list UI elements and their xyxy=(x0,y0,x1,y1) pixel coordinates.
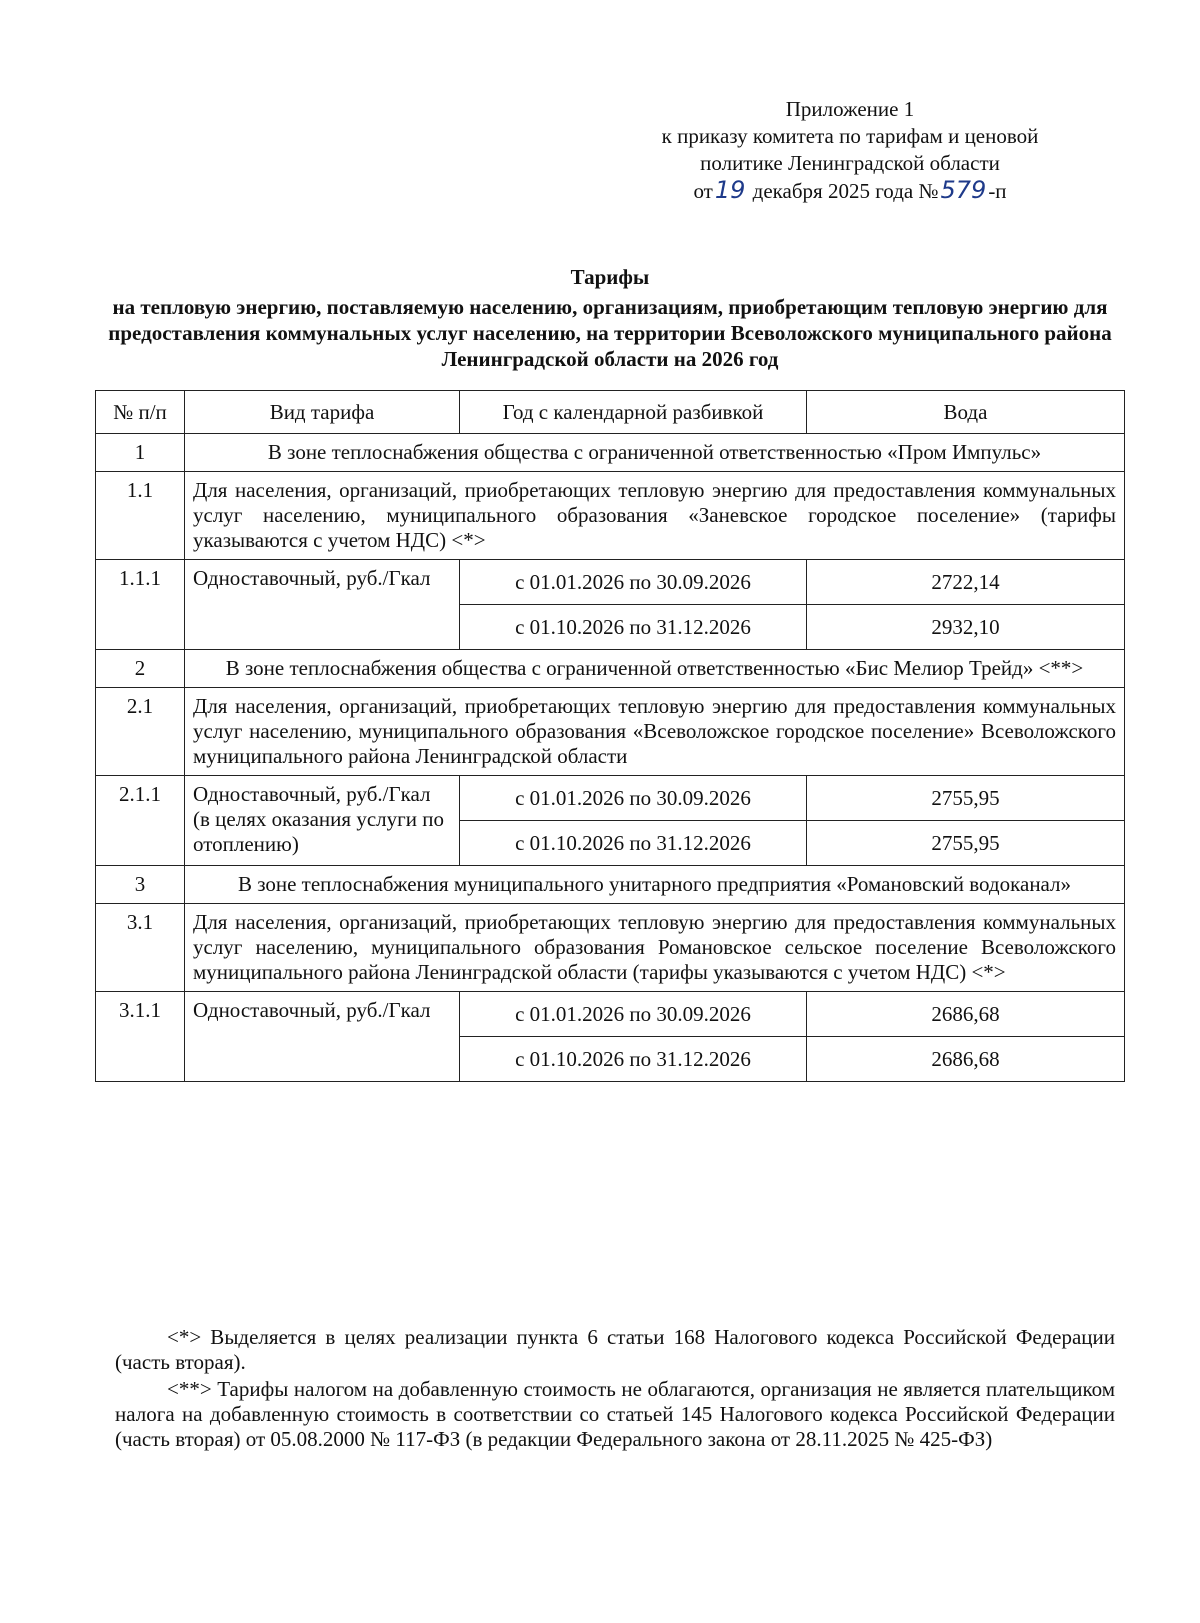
appendix-committee: политике Ленинградской области xyxy=(700,151,1000,175)
subzone-row xyxy=(96,904,1125,992)
subzone-row xyxy=(96,472,1125,560)
date-middle: декабря 2025 года № xyxy=(752,179,939,203)
tariff-kind: Одноставочный, руб./Гкал xyxy=(185,992,460,1082)
table-header-row xyxy=(96,391,1125,434)
subzone-number: 2.1 xyxy=(96,688,185,776)
subzone-number: 3.1 xyxy=(96,904,185,992)
title-subtitle: на тепловую энергию, поставляемую населению, организациям, приобретающим тепловую энергию для предоставления коммунальных услуг населению, на территории Всеволожского муниципального района Ленинградской области на 2026 год xyxy=(108,295,1112,371)
water-value-cell: 2932,10 xyxy=(807,605,1125,650)
order-suffix: -п xyxy=(988,179,1007,203)
zone-row xyxy=(96,650,1125,688)
header-water: Вода xyxy=(807,391,1125,434)
appendix-title: Приложение 1 xyxy=(785,97,915,121)
zone-number: 3 xyxy=(96,866,185,904)
table-row xyxy=(96,992,1125,1037)
item-number: 1.1.1 xyxy=(96,560,185,650)
appendix-order-ref: к приказу комитета по тарифам и ценовой xyxy=(661,124,1039,148)
footnote-no-vat: <**> Тарифы налогом на добавленную стоимость не облагаются, организация не является плательщиком налога на добавленную стоимость в соответствии со статьей 145 Налогового кодекса Российской Федерации (часть вторая) от 05.08.2000 № 117-ФЗ (в редакции Федерального закона от 28.11.2025 № 425-ФЗ) xyxy=(115,1377,1115,1451)
period-cell: с 01.10.2026 по 31.12.2026 xyxy=(460,605,807,650)
appendix-header xyxy=(640,96,1060,205)
period-cell: с 01.10.2026 по 31.12.2026 xyxy=(460,821,807,866)
subzone-number: 1.1 xyxy=(96,472,185,560)
handwritten-order-number: 579 xyxy=(940,176,987,204)
zone-text: В зоне теплоснабжения общества с ограниченной ответственностью «Пром Импульс» xyxy=(185,434,1125,472)
subzone-text: Для населения, организаций, приобретающих тепловую энергию для предоставления коммунальных услуг населению, муниципального образования «Заневское городское поселение» (тарифы указываются с учетом НДС) <*> xyxy=(185,472,1125,560)
document-title xyxy=(90,264,1130,372)
zone-number: 2 xyxy=(96,650,185,688)
table-row xyxy=(96,776,1125,821)
tariffs-table xyxy=(95,390,1125,1082)
tariff-kind: Одноставочный, руб./Гкал xyxy=(185,560,460,650)
tariff-kind: Одноставочный, руб./Гкал (в целях оказания услуги по отоплению) xyxy=(185,776,460,866)
title-heading: Тарифы xyxy=(570,265,650,289)
water-value-cell: 2755,95 xyxy=(807,821,1125,866)
zone-row xyxy=(96,434,1125,472)
zone-text: В зоне теплоснабжения муниципального унитарного предприятия «Романовский водоканал» xyxy=(185,866,1125,904)
zone-text: В зоне теплоснабжения общества с ограниченной ответственностью «Бис Мелиор Трейд» <**> xyxy=(185,650,1125,688)
header-tariff-kind: Вид тарифа xyxy=(185,391,460,434)
zone-row xyxy=(96,866,1125,904)
footnotes xyxy=(115,1325,1115,1454)
water-value-cell: 2686,68 xyxy=(807,1037,1125,1082)
appendix-date-line xyxy=(640,177,1060,205)
date-prefix: от xyxy=(693,179,713,203)
period-cell: с 01.01.2026 по 30.09.2026 xyxy=(460,776,807,821)
period-cell: с 01.10.2026 по 31.12.2026 xyxy=(460,1037,807,1082)
item-number: 3.1.1 xyxy=(96,992,185,1082)
header-number: № п/п xyxy=(96,391,185,434)
item-number: 2.1.1 xyxy=(96,776,185,866)
handwritten-day: 19 xyxy=(714,176,746,204)
subzone-row xyxy=(96,688,1125,776)
period-cell: с 01.01.2026 по 30.09.2026 xyxy=(460,992,807,1037)
header-period: Год с календарной разбивкой xyxy=(460,391,807,434)
footnote-vat: <*> Выделяется в целях реализации пункта 6 статьи 168 Налогового кодекса Российской Федерации (часть вторая). xyxy=(115,1325,1115,1374)
period-cell: с 01.01.2026 по 30.09.2026 xyxy=(460,560,807,605)
subzone-text: Для населения, организаций, приобретающих тепловую энергию для предоставления коммунальных услуг населению, муниципального образования «Всеволожское городское поселение» Всеволожского муниципального района Ленинградской области xyxy=(185,688,1125,776)
zone-number: 1 xyxy=(96,434,185,472)
water-value-cell: 2755,95 xyxy=(807,776,1125,821)
subzone-text: Для населения, организаций, приобретающих тепловую энергию для предоставления коммунальных услуг населению, муниципального образования Романовское сельское поселение Всеволожского муниципального района Ленинградской области (тарифы указываются с учетом НДС) <*> xyxy=(185,904,1125,992)
water-value-cell: 2722,14 xyxy=(807,560,1125,605)
table-row xyxy=(96,560,1125,605)
water-value-cell: 2686,68 xyxy=(807,992,1125,1037)
